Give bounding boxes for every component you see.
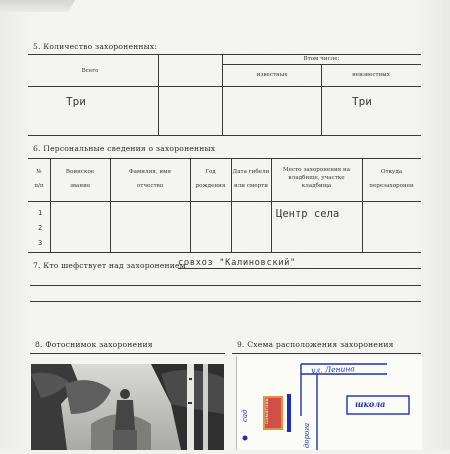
school-label: школа	[355, 399, 386, 409]
col-name-header: Фамилия, имя отчество	[128, 169, 172, 190]
folded-corner	[0, 0, 75, 12]
header-including: Втом числе:	[303, 56, 340, 62]
row-number: 3	[38, 239, 43, 247]
col-number-header: № п/п	[34, 169, 44, 190]
col-rank-header: Воинское звание	[65, 169, 95, 190]
col-reburied-from-header: Откуда перезахоронен	[369, 169, 414, 190]
burial-photo	[31, 364, 224, 450]
burial-location-sketch	[236, 356, 422, 450]
patron-value: совхоз "Калиновский"	[178, 258, 296, 268]
section-9-title: 9. Схема расположения захоронения	[237, 340, 394, 349]
section-7-title: 7. Кто шефствует над захоронением	[33, 261, 186, 270]
unknown-value: Три	[352, 95, 372, 108]
header-total: Всего	[81, 68, 99, 74]
col-birth-year-header: Год рождения	[195, 169, 226, 190]
col-death-date-header: Дата гибели или смерти	[232, 169, 270, 190]
col-burial-place-header: Место захоронения на кладбище, участке кладбища	[282, 167, 351, 190]
section-5-title: 5. Количество захороненных:	[33, 42, 158, 51]
road-label: дорога	[303, 422, 311, 448]
header-known: известных	[256, 72, 288, 78]
monument-label: памятник	[264, 398, 270, 424]
total-value: Три	[66, 95, 86, 108]
row-number: 2	[38, 224, 43, 232]
header-unknown: неизвестных	[352, 72, 390, 78]
section-8-title: 8. Фотоснимок захоронения	[35, 340, 153, 349]
burial-place-value: Центр села	[276, 208, 340, 220]
row-number: 1	[38, 209, 43, 217]
section-6-title: 6. Персональные сведения о захороненных	[33, 144, 216, 153]
garden-label: сад	[241, 409, 249, 422]
street-label: ул. Ленина	[310, 364, 355, 375]
